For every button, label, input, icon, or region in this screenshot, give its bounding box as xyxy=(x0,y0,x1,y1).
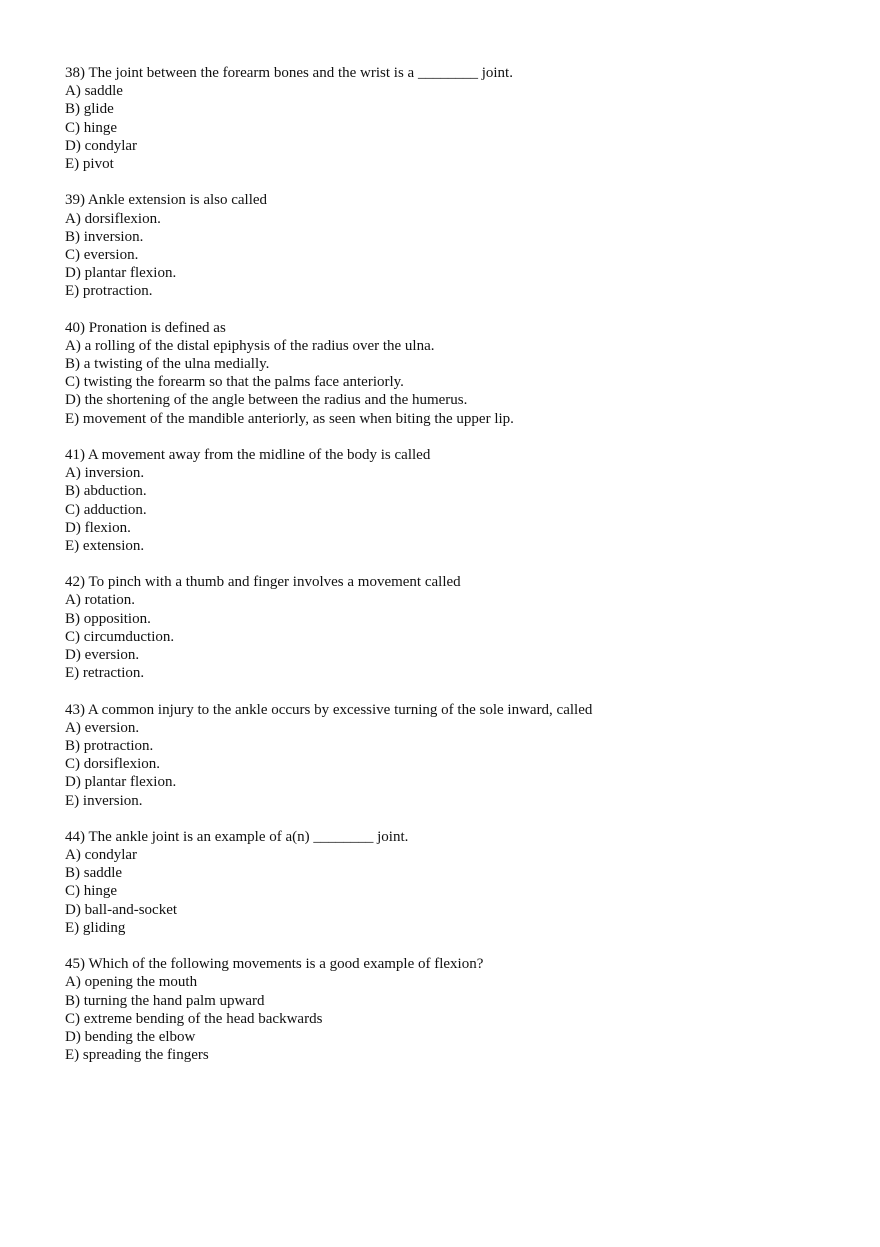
answer-option: B) protraction. xyxy=(65,737,154,754)
answer-option: E) extension. xyxy=(65,537,145,554)
answer-option: D) ball-and-socket xyxy=(65,901,178,918)
answer-option: C) hinge xyxy=(65,119,118,136)
question-stem: 39) Ankle extension is also called xyxy=(65,192,268,209)
answer-option: C) circumduction. xyxy=(65,628,175,645)
answer-option: D) eversion. xyxy=(65,647,140,663)
answer-option: D) plantar flexion. xyxy=(65,265,177,282)
answer-option: A) condylar xyxy=(65,847,138,864)
answer-option: B) glide xyxy=(65,101,114,118)
answer-option: C) hinge xyxy=(65,883,118,900)
answer-option: B) turning the hand palm upward xyxy=(65,992,265,1009)
answer-option: B) abduction. xyxy=(65,483,147,500)
answer-option: E) inversion. xyxy=(65,792,143,809)
answer-option: E) spreading the fingers xyxy=(65,1047,209,1064)
question-40 xyxy=(65,319,845,428)
answer-option: E) pivot xyxy=(65,155,114,172)
question-stem: 40) Pronation is defined as xyxy=(65,319,226,336)
answer-option: D) plantar flexion. xyxy=(65,774,177,791)
answer-option: D) bending the elbow xyxy=(65,1028,196,1045)
question-stem: 41) A movement away from the midline of the body is called xyxy=(65,446,431,463)
question-stem: 45) Which of the following movements is a good example of flexion? xyxy=(65,956,484,973)
question-38 xyxy=(65,64,845,173)
answer-option: D) condylar xyxy=(65,137,138,154)
answer-option: E) gliding xyxy=(65,919,126,936)
answer-option: C) eversion. xyxy=(65,246,139,263)
answer-option: A) opening the mouth xyxy=(65,974,198,991)
answer-option: D) flexion. xyxy=(65,519,131,536)
answer-option: A) dorsiflexion. xyxy=(65,210,161,227)
answer-option: A) inversion. xyxy=(65,465,145,482)
question-41 xyxy=(65,446,845,555)
answer-option: C) twisting the forearm so that the palms face anteriorly. xyxy=(65,374,404,391)
answer-option: B) opposition. xyxy=(65,610,151,627)
question-45 xyxy=(65,955,845,1064)
answer-option: A) eversion. xyxy=(65,719,140,736)
answer-option: B) a twisting of the ulna medially. xyxy=(65,356,270,372)
answer-option: C) dorsiflexion. xyxy=(65,756,160,773)
answer-option: A) rotation. xyxy=(65,592,135,609)
answer-option: C) extreme bending of the head backwards xyxy=(65,1010,323,1027)
question-39 xyxy=(65,191,845,300)
question-stem: 44) The ankle joint is an example of a(n) ________ joint. xyxy=(65,828,409,845)
answer-option: E) retraction. xyxy=(65,665,145,682)
question-stem: 43) A common injury to the ankle occurs by excessive turning of the sole inward, called xyxy=(65,701,593,718)
answer-option: E) protraction. xyxy=(65,283,153,300)
question-44 xyxy=(65,828,845,937)
answer-option: B) saddle xyxy=(65,865,123,882)
question-stem: 38) The joint between the forearm bones and the wrist is a ________ joint. xyxy=(65,65,513,81)
answer-option: D) the shortening of the angle between the radius and the humerus. xyxy=(65,392,468,409)
question-43 xyxy=(65,701,845,810)
answer-option: A) saddle xyxy=(65,83,123,100)
document-page xyxy=(65,64,845,1083)
question-stem: 42) To pinch with a thumb and finger involves a movement called xyxy=(65,574,461,591)
answer-option: C) adduction. xyxy=(65,501,147,518)
question-42 xyxy=(65,573,845,682)
answer-option: B) inversion. xyxy=(65,228,144,245)
answer-option: A) a rolling of the distal epiphysis of the radius over the ulna. xyxy=(65,337,435,354)
answer-option: E) movement of the mandible anteriorly, as seen when biting the upper lip. xyxy=(65,410,514,427)
